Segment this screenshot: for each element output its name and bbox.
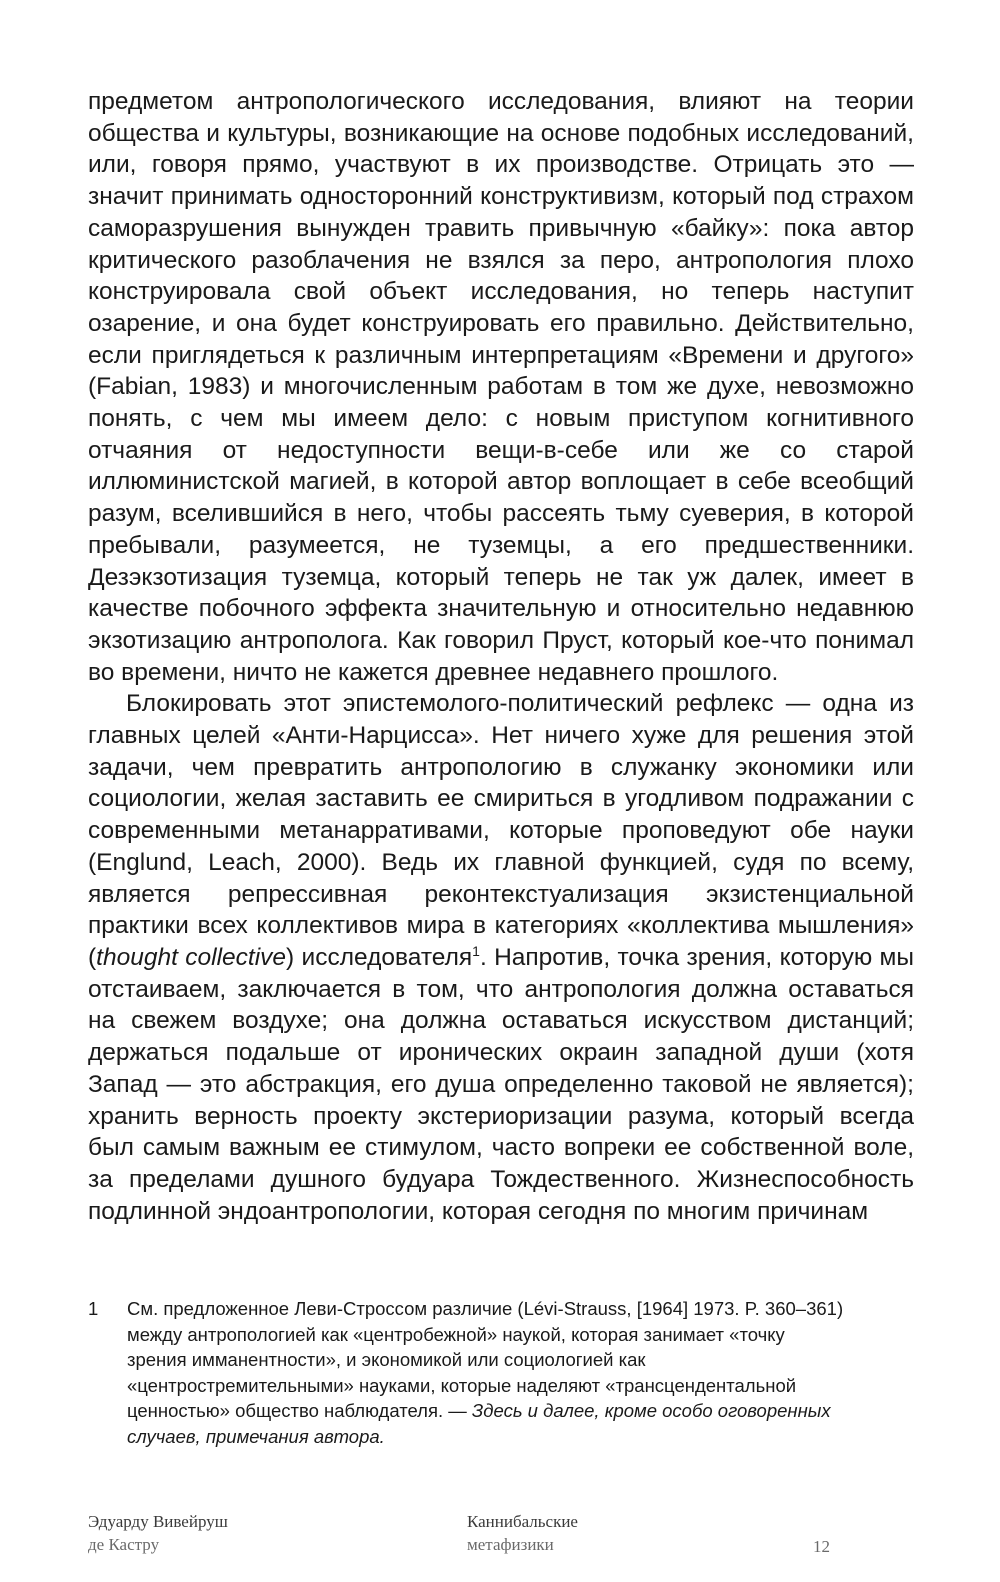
paragraph-part: ) исследователя [286, 943, 473, 971]
book-title-line2: метафизики [467, 1535, 554, 1554]
author-name-line2: де Кастру [88, 1535, 160, 1554]
author-name-line1: Эдуарду Вивейруш [88, 1512, 228, 1531]
italic-term: thought collective [96, 943, 287, 971]
paragraph-anti-narcissus [88, 688, 914, 1227]
paragraph-part: . Напротив, точка зрения, которую мы отстаиваем, заключается в том, что антропология должна оставаться на свежем воздухе; она должна оставаться искусством дистанций; держаться подальше от иронических окраин западной души (хотя Запад — это абстракция, его душа определенно таковой не является); хранить верность проекту экстериоризации разума, который всегда был самым важным ее стимулом, часто вопреки ее собственной воле, за пределами душного будуара Тождественного. Жизнеспособность подлинной эндоантропологии, которая сегодня по многим причинам [88, 943, 914, 1225]
page-number: 12 [813, 1537, 830, 1556]
footnote-author-note: Здесь и далее, кроме особо оговоренных случаев, примечания автора. [127, 1400, 831, 1447]
paragraph-part: Блокировать этот эпистемолого-политический рефлекс — одна из главных целей «Анти-Нарцисса». Нет ничего хуже для решения этой задачи, чем превратить антропологию в служанку экономики или социологии, желая заставить ее смириться в угодливом подражании с современными метанарративами, которые проповедуют обе науки (Englund, Leach, 2000). Ведь их главной функцией, судя по всему, является репрессивная реконтекстуализация экзистенциальной практики всех коллективов мира в категориях «коллектива мышления» ( [88, 690, 914, 971]
main-text [88, 86, 914, 1227]
running-footer-author [88, 1510, 308, 1556]
footnote-number: 1 [88, 1298, 99, 1319]
paragraph-continued: предметом антропологического исследования, влияют на теории общества и культуры, возникающие на основе подобных исследований, или, говоря прямо, участвуют в их производстве. Отрицать это — значит принимать односторонний конструктивизм, который под страхом саморазрушения вынужден травить привычную «байку»: пока автор критического разоблачения не взялся за перо, антропология плохо конструировала свой объект исследования, но теперь наступит озарение, и она будет конструировать его правильно. Действительно, если приглядеться к различным интерпретациям «Времени и другого» (Fabian, 1983) и многочисленным работам в том же духе, невозможно понять, с чем мы имеем дело: с новым приступом когнитивного отчаяния от недоступности вещи-в-себе или же со старой иллюминистской магией, в которой автор воплощает в себе всеобщий разум, вселившийся в него, чтобы рассеять тьму суеверия, в которой пребывали, разумеется, не туземцы, а его предшественники. Дезэкзотизация туземца, который теперь не так уж далек, имеет в качестве побочного эффекта значительную и относительно недавнюю экзотизацию антрополога. Как говорил Пруст, который кое-что понимал во времени, ничто не кажется древнее недавнего прошлого. [88, 88, 914, 686]
footnote-reference[interactable]: 1 [472, 942, 480, 959]
footnote-body: См. предложенное Леви-Строссом различие (Lévi-Strauss, [1964] 1973. P. 360–361) между антропологией как «центробежной» наукой, которая занимает «точку зрения имманентности», и экономикой или социологией как «центростремительными» науками, которые наделяют «трансцендентальной ценностью» общество наблюдателя. — [127, 1298, 844, 1422]
book-title-line1: Каннибальские [467, 1512, 578, 1531]
footnote-text [127, 1296, 847, 1450]
footnote [88, 1296, 914, 1450]
running-footer-title [467, 1510, 667, 1556]
